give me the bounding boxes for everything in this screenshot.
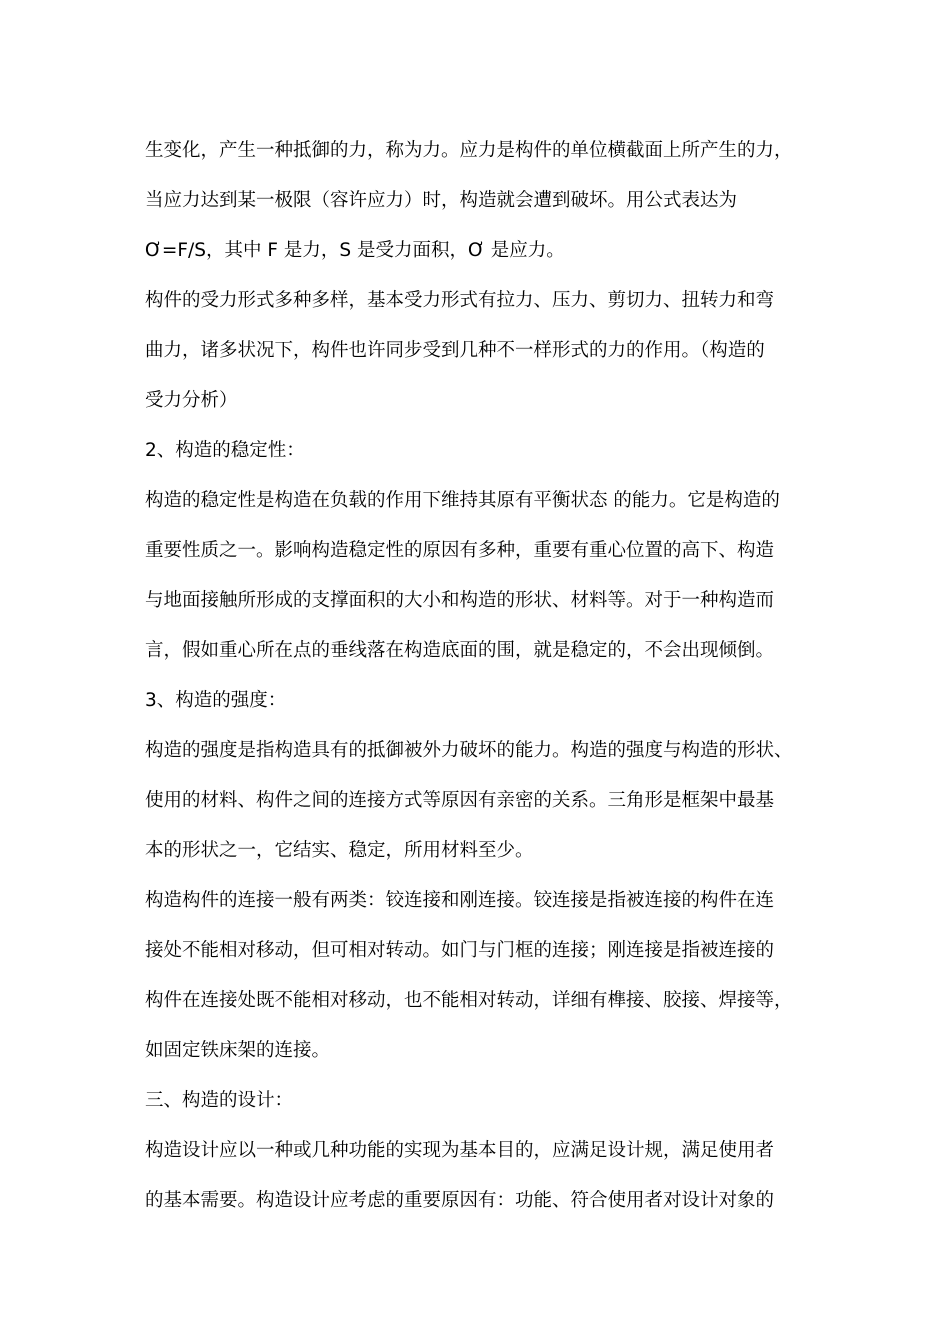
text-line-18: 构件在连接处既不能相对移动，也不能相对转动，详细有榫接、胶接、焊接等，: [145, 990, 793, 1011]
text-line-1: 生变化，产生一种抵御的力，称为力。应力是构件的单位横截面上所产生的力，: [145, 140, 793, 161]
text-line-14: 使用的材料、构件之间的连接方式等原因有亲密的关系。三角形是框架中最基: [145, 790, 775, 811]
text-line-2: 当应力达到某一极限（容许应力）时，构造就会遭到破坏。用公式表达为: [145, 190, 738, 211]
text-line-13: 构造的强度是指构造具有的抵御被外力破坏的能力。构造的强度与构造的形状、: [145, 740, 793, 761]
text-line-8: 构造的稳定性是构造在负载的作用下维持其原有平衡状态 的能力。它是构造的: [145, 490, 780, 511]
section-heading-design: 三、构造的设计：: [145, 1090, 294, 1111]
text-line-4: 构件的受力形式多种多样，基本受力形式有拉力、压力、剪切力、扭转力和弯: [145, 290, 775, 311]
text-line-15: 本的形状之一，它结实、稳定，所用材料至少。: [145, 840, 534, 861]
text-line-17: 接处不能相对移动，但可相对转动。如门与门框的连接；刚连接是指被连接的: [145, 940, 775, 961]
section-heading-stability: 2、构造的稳定性：: [145, 440, 305, 461]
text-line-21: 构造设计应以一种或几种功能的实现为基本目的，应满足设计规，满足使用者: [145, 1140, 775, 1161]
formula-line: Ơ=F/S，其中 F 是力，S 是受力面积，Ơ 是应力。: [145, 240, 565, 261]
text-line-10: 与地面接触所形成的支撑面积的大小和构造的形状、材料等。对于一种构造而: [145, 590, 775, 611]
text-line-22: 的基本需要。构造设计应考虑的重要原因有：功能、符合使用者对设计对象的: [145, 1190, 775, 1211]
text-line-9: 重要性质之一。影响构造稳定性的原因有多种，重要有重心位置的高下、构造: [145, 540, 775, 561]
text-line-11: 言，假如重心所在点的垂线落在构造底面的围，就是稳定的，不会出现倾倒。: [145, 640, 775, 661]
text-line-6: 受力分析）: [145, 390, 238, 411]
text-line-5: 曲力，诸多状况下，构件也许同步受到几种不一样形式的力的作用。（构造的: [145, 340, 765, 361]
text-line-16: 构造构件的连接一般有两类：铰连接和刚连接。铰连接是指被连接的构件在连: [145, 890, 775, 911]
section-heading-strength: 3、构造的强度：: [145, 690, 287, 711]
text-line-19: 如固定铁床架的连接。: [145, 1040, 331, 1061]
document-body: [145, 126, 810, 1226]
